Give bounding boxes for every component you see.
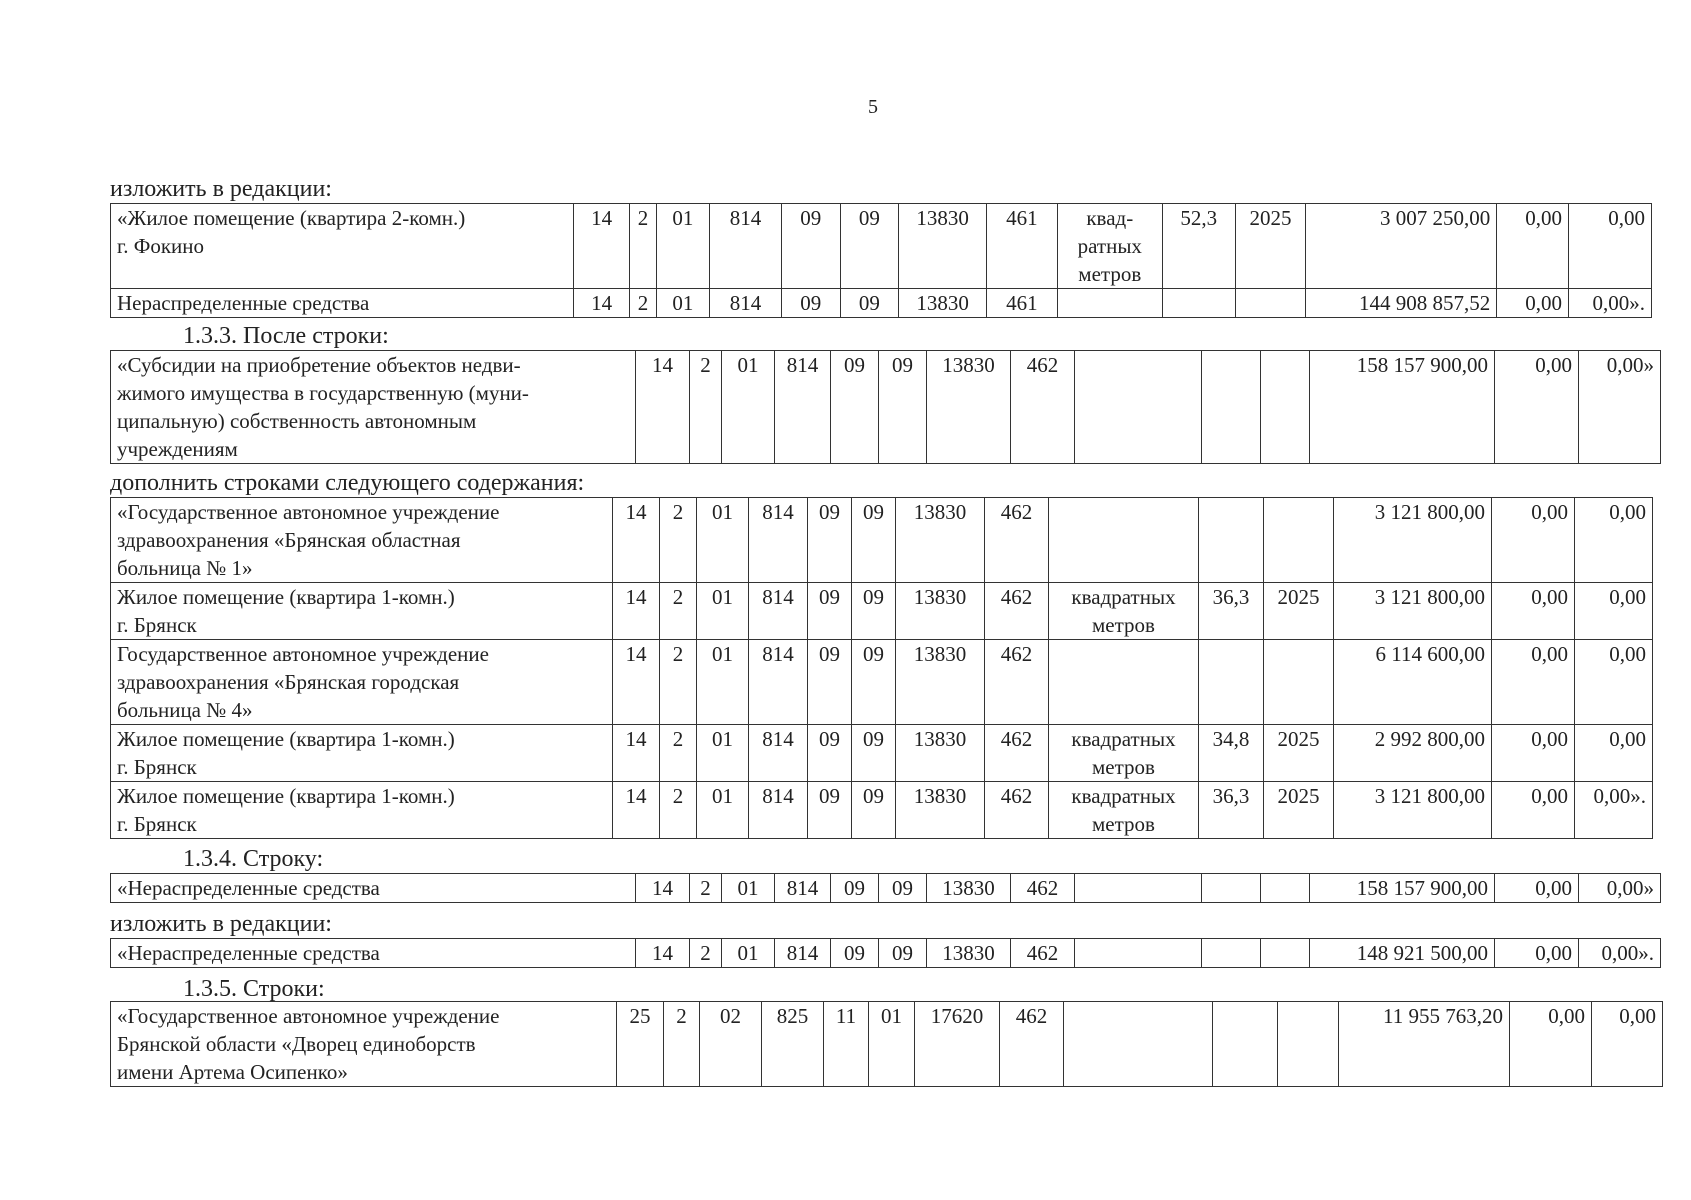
table-row <box>111 725 1653 782</box>
cell-name: Государственное автономное учреждение здравоохранения «Брянская городская больница № 4» <box>111 640 613 725</box>
cell-unit <box>1049 640 1199 725</box>
cell-c5: 09 <box>852 725 896 782</box>
cell-c2: 02 <box>700 1002 762 1087</box>
cell-year: 2025 <box>1235 204 1306 289</box>
cell-area <box>1199 640 1264 725</box>
cell-name: «Государственное автономное учреждение Брянской области «Дворец единоборств имени Артема Осипенко» <box>111 1002 617 1087</box>
cell-c6: 13830 <box>896 583 985 640</box>
cell-c7: 462 <box>985 498 1049 583</box>
cell-c1: 2 <box>660 725 697 782</box>
cell-v2: 0,00» <box>1579 874 1661 903</box>
cell-v1: 0,00 <box>1495 939 1579 968</box>
cell-amount: 144 908 857,52 <box>1306 289 1497 318</box>
cell-c3: 814 <box>775 874 831 903</box>
cell-c6: 13830 <box>896 725 985 782</box>
cell-c4: 09 <box>808 640 852 725</box>
cell-area <box>1202 939 1261 968</box>
cell-c7: 462 <box>985 782 1049 839</box>
table-row <box>111 351 1661 464</box>
cell-c6: 13830 <box>896 782 985 839</box>
cell-amount: 158 157 900,00 <box>1310 874 1495 903</box>
heading-set-wording-2: изложить в редакции: <box>110 911 332 937</box>
cell-v1: 0,00 <box>1492 782 1575 839</box>
cell-area: 34,8 <box>1199 725 1264 782</box>
budget-table-6 <box>110 1001 1663 1087</box>
cell-c6: 13830 <box>927 939 1011 968</box>
cell-c1: 2 <box>660 583 697 640</box>
cell-c7: 462 <box>985 583 1049 640</box>
cell-c6: 13830 <box>896 498 985 583</box>
cell-c7: 462 <box>985 725 1049 782</box>
cell-c7: 462 <box>1011 874 1075 903</box>
cell-c5: 09 <box>879 351 927 464</box>
page-number: 5 <box>868 96 878 118</box>
cell-year <box>1235 289 1306 318</box>
cell-c7: 462 <box>985 640 1049 725</box>
table-row <box>111 874 1661 903</box>
cell-c7: 461 <box>987 204 1058 289</box>
cell-area <box>1202 351 1261 464</box>
cell-name: Жилое помещение (квартира 1-комн.) г. Брянск <box>111 583 613 640</box>
cell-unit: квадратных метров <box>1049 583 1199 640</box>
table-row <box>111 640 1653 725</box>
table-row <box>111 1002 1663 1087</box>
cell-c0: 14 <box>636 874 690 903</box>
cell-name: Жилое помещение (квартира 1-комн.) г. Брянск <box>111 725 613 782</box>
cell-amount: 158 157 900,00 <box>1310 351 1495 464</box>
cell-c3: 814 <box>749 640 808 725</box>
cell-c1: 2 <box>630 289 656 318</box>
cell-c5: 09 <box>852 640 896 725</box>
cell-v2: 0,00». <box>1575 782 1653 839</box>
cell-amount: 6 114 600,00 <box>1334 640 1492 725</box>
cell-c6: 13830 <box>899 289 987 318</box>
cell-c4: 09 <box>808 725 852 782</box>
cell-c3: 814 <box>775 939 831 968</box>
cell-c6: 13830 <box>927 351 1011 464</box>
cell-c0: 14 <box>573 289 630 318</box>
cell-c3: 814 <box>749 782 808 839</box>
cell-c3: 814 <box>749 725 808 782</box>
cell-c2: 01 <box>697 498 749 583</box>
cell-c0: 14 <box>613 498 660 583</box>
cell-c5: 09 <box>852 782 896 839</box>
cell-name: «Нераспределенные средства <box>111 939 636 968</box>
cell-c6: 13830 <box>896 640 985 725</box>
cell-c0: 14 <box>613 640 660 725</box>
table-row <box>111 204 1652 289</box>
cell-c6: 17620 <box>915 1002 1000 1087</box>
cell-c1: 2 <box>664 1002 700 1087</box>
cell-amount: 2 992 800,00 <box>1334 725 1492 782</box>
cell-c7: 461 <box>987 289 1058 318</box>
table-row <box>111 289 1652 318</box>
cell-c2: 01 <box>656 204 710 289</box>
cell-c5: 09 <box>852 583 896 640</box>
cell-c4: 09 <box>781 289 840 318</box>
cell-c4: 09 <box>808 782 852 839</box>
cell-c5: 09 <box>840 289 899 318</box>
cell-c5: 09 <box>852 498 896 583</box>
cell-c1: 2 <box>660 782 697 839</box>
cell-c0: 14 <box>613 725 660 782</box>
cell-c0: 14 <box>613 583 660 640</box>
heading-line-134: 1.3.4. Строку: <box>183 846 324 872</box>
cell-v2: 0,00 <box>1575 725 1653 782</box>
cell-unit <box>1064 1002 1213 1087</box>
cell-v2: 0,00 <box>1575 640 1653 725</box>
cell-area: 36,3 <box>1199 583 1264 640</box>
cell-amount: 11 955 763,20 <box>1339 1002 1510 1087</box>
cell-c1: 2 <box>690 939 722 968</box>
cell-c2: 01 <box>722 351 775 464</box>
cell-area <box>1213 1002 1278 1087</box>
cell-year <box>1261 939 1310 968</box>
cell-v1: 0,00 <box>1492 498 1575 583</box>
cell-c5: 09 <box>879 874 927 903</box>
cell-c3: 814 <box>775 351 831 464</box>
cell-c7: 462 <box>1011 939 1075 968</box>
cell-c2: 01 <box>722 939 775 968</box>
cell-c6: 13830 <box>927 874 1011 903</box>
cell-year <box>1264 498 1334 583</box>
cell-c6: 13830 <box>899 204 987 289</box>
cell-v1: 0,00 <box>1497 204 1569 289</box>
budget-table-4 <box>110 873 1661 903</box>
cell-c1: 2 <box>690 874 722 903</box>
cell-amount: 148 921 500,00 <box>1310 939 1495 968</box>
cell-v2: 0,00 <box>1575 498 1653 583</box>
cell-unit <box>1075 351 1202 464</box>
cell-v2: 0,00 <box>1569 204 1652 289</box>
cell-c1: 2 <box>660 498 697 583</box>
cell-year <box>1264 640 1334 725</box>
cell-c4: 09 <box>808 498 852 583</box>
cell-v2: 0,00» <box>1579 351 1661 464</box>
cell-unit <box>1049 498 1199 583</box>
cell-v2: 0,00 <box>1575 583 1653 640</box>
cell-area: 52,3 <box>1162 204 1235 289</box>
heading-after-line: 1.3.3. После строки: <box>183 323 389 349</box>
budget-table-5 <box>110 938 1661 968</box>
heading-set-wording: изложить в редакции: <box>110 176 332 202</box>
cell-c0: 14 <box>636 939 690 968</box>
cell-area <box>1202 874 1261 903</box>
cell-c2: 01 <box>656 289 710 318</box>
table-row <box>111 583 1653 640</box>
heading-add-rows: дополнить строками следующего содержания: <box>110 470 585 496</box>
cell-v1: 0,00 <box>1492 725 1575 782</box>
cell-year <box>1261 874 1310 903</box>
cell-c2: 01 <box>697 725 749 782</box>
cell-v2: 0,00». <box>1569 289 1652 318</box>
cell-name: «Субсидии на приобретение объектов недви- жимого имущества в государственную (муни- ципальную) собственность автономным учреждениям <box>111 351 636 464</box>
cell-amount: 3 121 800,00 <box>1334 498 1492 583</box>
cell-v1: 0,00 <box>1492 583 1575 640</box>
cell-c2: 01 <box>697 782 749 839</box>
table-row <box>111 498 1653 583</box>
budget-table-1 <box>110 203 1652 318</box>
cell-c5: 09 <box>879 939 927 968</box>
cell-name: Жилое помещение (квартира 1-комн.) г. Брянск <box>111 782 613 839</box>
cell-amount: 3 121 800,00 <box>1334 782 1492 839</box>
cell-year: 2025 <box>1264 583 1334 640</box>
cell-area <box>1199 498 1264 583</box>
cell-name: «Государственное автономное учреждение здравоохранения «Брянская областная больница № 1» <box>111 498 613 583</box>
cell-unit <box>1057 289 1162 318</box>
cell-v1: 0,00 <box>1492 640 1575 725</box>
cell-c4: 09 <box>808 583 852 640</box>
cell-v1: 0,00 <box>1495 874 1579 903</box>
budget-table-3 <box>110 497 1653 839</box>
cell-c1: 2 <box>660 640 697 725</box>
heading-lines-135: 1.3.5. Строки: <box>183 976 325 1002</box>
cell-c3: 825 <box>762 1002 824 1087</box>
cell-c4: 09 <box>831 351 879 464</box>
cell-area: 36,3 <box>1199 782 1264 839</box>
cell-c0: 14 <box>573 204 630 289</box>
cell-c3: 814 <box>710 289 782 318</box>
cell-v2: 0,00». <box>1579 939 1661 968</box>
cell-unit: квад- ратных метров <box>1057 204 1162 289</box>
cell-c2: 01 <box>697 640 749 725</box>
cell-c1: 2 <box>690 351 722 464</box>
cell-c0: 14 <box>613 782 660 839</box>
cell-c2: 01 <box>697 583 749 640</box>
cell-year: 2025 <box>1264 782 1334 839</box>
cell-area <box>1162 289 1235 318</box>
cell-c2: 01 <box>722 874 775 903</box>
cell-c4: 09 <box>831 874 879 903</box>
cell-c7: 462 <box>1011 351 1075 464</box>
table-row <box>111 782 1653 839</box>
budget-table-2 <box>110 350 1661 464</box>
cell-v2: 0,00 <box>1592 1002 1663 1087</box>
cell-name: Нераспределенные средства <box>111 289 574 318</box>
cell-c3: 814 <box>749 583 808 640</box>
cell-v1: 0,00 <box>1497 289 1569 318</box>
cell-year: 2025 <box>1264 725 1334 782</box>
cell-name: «Нераспределенные средства <box>111 874 636 903</box>
cell-c0: 25 <box>617 1002 664 1087</box>
cell-unit: квадратных метров <box>1049 782 1199 839</box>
cell-c3: 814 <box>749 498 808 583</box>
cell-unit: квадратных метров <box>1049 725 1199 782</box>
cell-c5: 01 <box>869 1002 915 1087</box>
cell-c4: 11 <box>824 1002 869 1087</box>
cell-c5: 09 <box>840 204 899 289</box>
cell-name: «Жилое помещение (квартира 2-комн.) г. Фокино <box>111 204 574 289</box>
cell-v1: 0,00 <box>1510 1002 1592 1087</box>
cell-unit <box>1075 874 1202 903</box>
cell-year <box>1278 1002 1339 1087</box>
cell-amount: 3 007 250,00 <box>1306 204 1497 289</box>
cell-c7: 462 <box>1000 1002 1064 1087</box>
cell-c4: 09 <box>781 204 840 289</box>
cell-c1: 2 <box>630 204 656 289</box>
cell-c4: 09 <box>831 939 879 968</box>
cell-c3: 814 <box>710 204 782 289</box>
table-row <box>111 939 1661 968</box>
cell-amount: 3 121 800,00 <box>1334 583 1492 640</box>
cell-unit <box>1075 939 1202 968</box>
cell-year <box>1261 351 1310 464</box>
cell-v1: 0,00 <box>1495 351 1579 464</box>
cell-c0: 14 <box>636 351 690 464</box>
